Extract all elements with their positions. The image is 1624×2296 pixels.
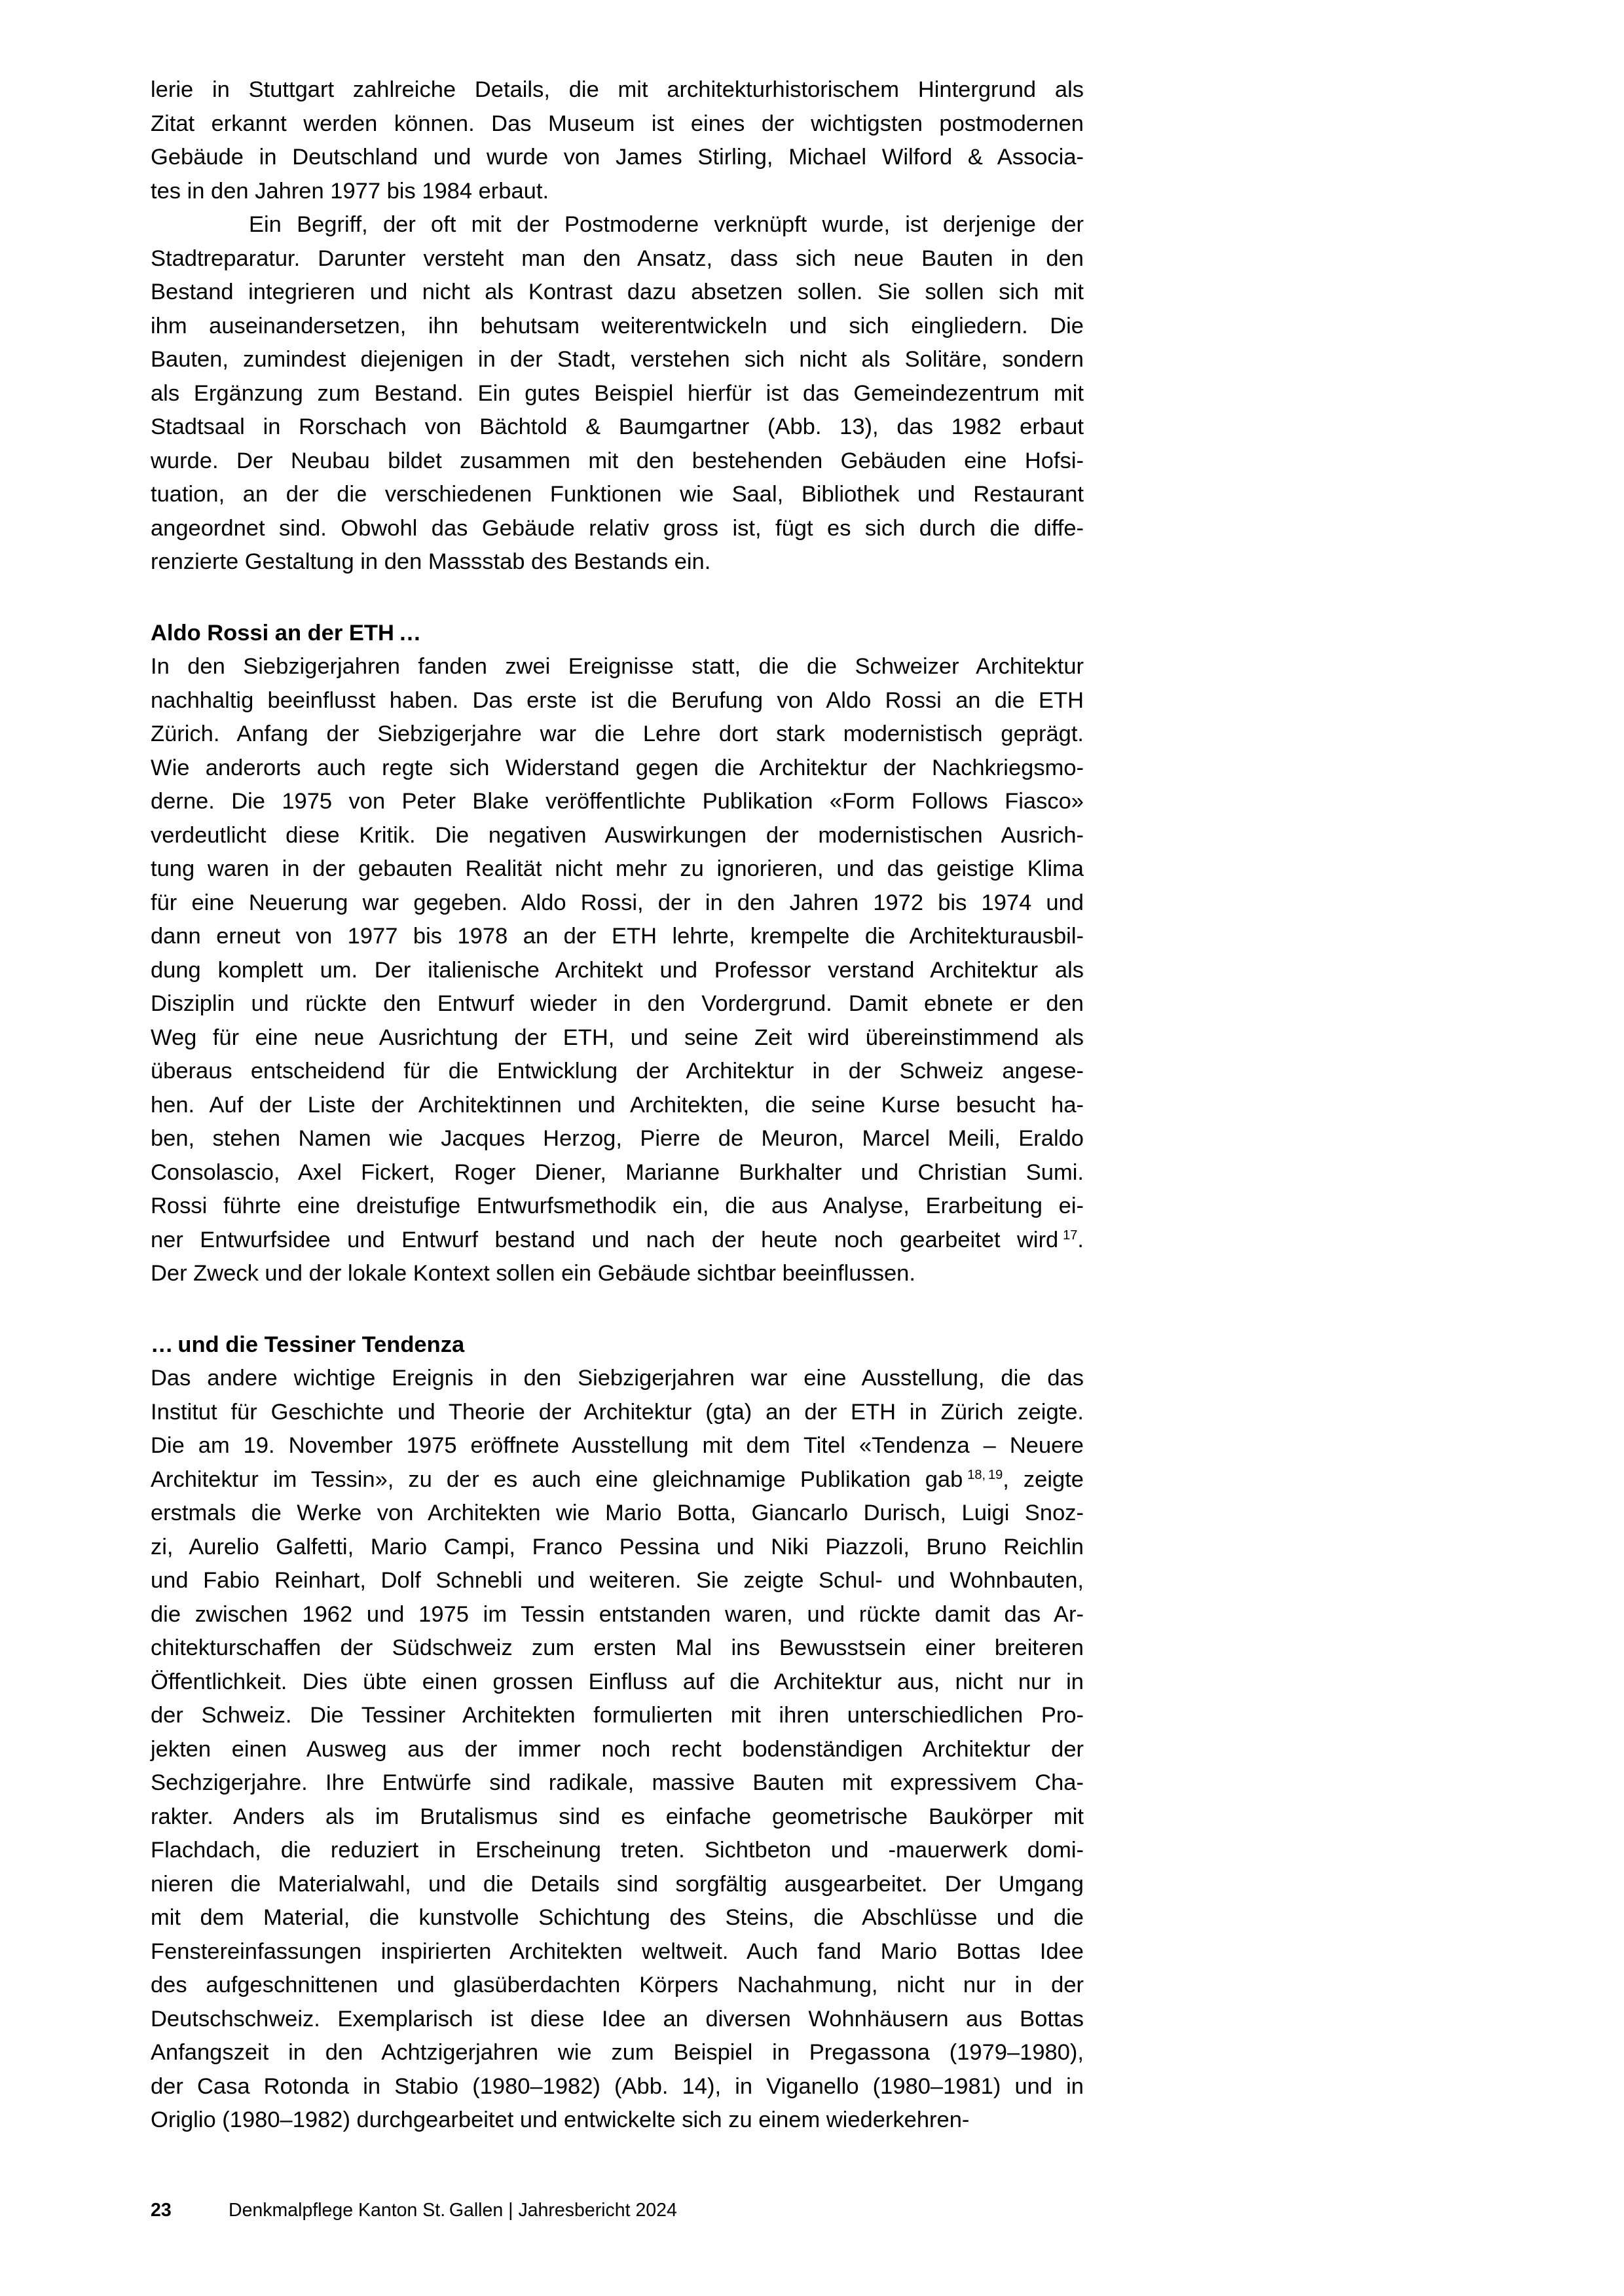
text-line: ihm auseinandersetzen, ihn behutsam weiterentwickeln und sich eingliedern. Die	[151, 313, 1084, 338]
text-line: Wie anderorts auch regte sich Widerstand gegen die Architektur der Nachkriegsmo-	[151, 755, 1084, 780]
text-line: zi, Aurelio Galfetti, Mario Campi, Franco Pessina und Niki Piazzoli, Bruno Reichlin	[151, 1534, 1084, 1559]
text-line: der Schweiz. Die Tessiner Architekten formulierten mit ihren unterschiedlichen Pro-	[151, 1703, 1084, 1728]
text-line: verdeutlicht diese Kritik. Die negativen Auswirkungen der modernistischen Ausrich-	[151, 822, 1084, 848]
text-line: derne. Die 1975 von Peter Blake veröffentlichte Publikation «Form Follows Fiasco»	[151, 789, 1084, 814]
text-line: Stadtreparatur. Darunter versteht man den Ansatz, dass sich neue Bauten in den	[151, 246, 1084, 271]
text-line: Zürich. Anfang der Siebzigerjahre war die Lehre dort stark modernistisch geprägt.	[151, 721, 1084, 746]
page-number: 23	[151, 2200, 172, 2221]
text-line: und Fabio Reinhart, Dolf Schnebli und weiteren. Sie zeigte Schul- und Wohnbauten,	[151, 1568, 1084, 1593]
text-line: Architektur im Tessin», zu der es auch eine gleichnamige Publikation gab $^{18, 19}$, zeigte	[151, 1467, 1084, 1492]
paragraph	[151, 208, 1084, 579]
text-line: Ein Begriff, der oft mit der Postmoderne verknüpft wurde, ist derjenige der	[249, 212, 1084, 237]
text-line: Stadtsaal in Rorschach von Bächtold & Baumgartner (Abb. 13), das 1982 erbaut	[151, 414, 1084, 439]
text-line: Das andere wichtige Ereignis in den Siebzigerjahren war eine Ausstellung, die das	[151, 1366, 1084, 1391]
text-line: rakter. Anders als im Brutalismus sind es einfache geometrische Baukörper mit	[151, 1804, 1084, 1829]
text-line: Öffentlichkeit. Dies übte einen grossen Einfluss auf die Architektur aus, nicht nur in	[151, 1669, 1084, 1694]
text-line: die zwischen 1962 und 1975 im Tessin entstanden waren, und rückte damit das Ar-	[151, 1601, 1084, 1627]
text-line: hen. Auf der Liste der Architektinnen und Architekten, die seine Kurse besucht ha-	[151, 1092, 1084, 1118]
text-line: Deutschschweiz. Exemplarisch ist diese Idee an diversen Wohnhäusern aus Bottas	[151, 2006, 1084, 2032]
text-line: Bauten, zumindest diejenigen in der Stadt, verstehen sich nicht als Solitäre, sondern	[151, 347, 1084, 372]
text-line: Bestand integrieren und nicht als Kontrast dazu absetzen sollen. Sie sollen sich mit	[151, 280, 1084, 304]
text-line: ben, stehen Namen wie Jacques Herzog, Pierre de Meuron, Marcel Meili, Eraldo	[151, 1126, 1084, 1151]
text-line: lerie in Stuttgart zahlreiche Details, die mit architekturhistorischem Hintergrund als	[151, 77, 1084, 102]
text-line: tes in den Jahren 1977 bis 1984 erbaut.	[151, 178, 549, 204]
text-line: dann erneut von 1977 bis 1978 an der ETH lehrte, krempelte die Architekturausbil-	[151, 924, 1084, 949]
text-line: Zitat erkannt werden können. Das Museum ist eines der wichtigsten postmodernen	[151, 111, 1084, 136]
text-line: des aufgeschnittenen und glasüberdachten Körpers Nachahmung, nicht nur in der	[151, 1973, 1084, 1997]
text-line: für eine Neuerung war gegeben. Aldo Rossi, der in den Jahren 1972 bis 1974 und	[151, 890, 1084, 915]
text-line: Disziplin und rückte den Entwurf wieder in den Vordergrund. Damit ebnete er den	[151, 991, 1084, 1016]
footnote-ref: 18, 19	[967, 1467, 1003, 1482]
text-line: wurde. Der Neubau bildet zusammen mit den bestehenden Gebäuden eine Hofsi-	[151, 448, 1084, 473]
paragraph	[151, 1362, 1084, 2138]
text-line: dung komplett um. Der italienische Architekt und Professor verstand Architektur als	[151, 957, 1084, 983]
text-line: Institut für Geschichte und Theorie der Architektur (gta) an der ETH in Zürich zeigte.	[151, 1399, 1084, 1425]
section-heading: … und die Tessiner Tendenza	[151, 1332, 465, 1357]
text-line: In den Siebzigerjahren fanden zwei Ereignisse statt, die die Schweizer Architektur	[151, 654, 1084, 679]
text-column	[151, 73, 1084, 2138]
section-heading: Aldo Rossi an der ETH …	[151, 620, 422, 646]
text-line: nachhaltig beeinflusst haben. Das erste ist die Berufung von Aldo Rossi an die ETH	[151, 687, 1084, 713]
text-line: Origlio (1980–1982) durchgearbeitet und entwickelte sich zu einem wiederkehren-	[151, 2107, 970, 2132]
text-line: jekten einen Ausweg aus der immer noch recht bodenständigen Architektur der	[151, 1736, 1084, 1762]
text-line: chitekturschaffen der Südschweiz zum ersten Mal ins Bewusstsein einer breiteren	[151, 1635, 1084, 1660]
paragraph	[151, 650, 1084, 1291]
text-line: tuation, an der die verschiedenen Funktionen wie Saal, Bibliothek und Restaurant	[151, 482, 1084, 507]
text-line: als Ergänzung zum Bestand. Ein gutes Beispiel hierfür ist das Gemeindezentrum mit	[151, 380, 1084, 406]
paragraph	[151, 73, 1084, 208]
text-line: Flachdach, die reduziert in Erscheinung treten. Sichtbeton und -mauerwerk domi-	[151, 1838, 1084, 1863]
text-line: Weg für eine neue Ausrichtung der ETH, und seine Zeit wird übereinstimmend als	[151, 1025, 1084, 1050]
text-line: erstmals die Werke von Architekten wie Mario Botta, Giancarlo Durisch, Luigi Snoz-	[151, 1501, 1084, 1525]
footnote-ref: 17	[1063, 1228, 1078, 1243]
text-line: angeordnet sind. Obwohl das Gebäude relativ gross ist, fügt es sich durch die diffe-	[151, 515, 1084, 541]
footer-publication-title: Denkmalpflege Kanton St. Gallen | Jahresbericht 2024	[229, 2200, 677, 2221]
text-line: Der Zweck und der lokale Kontext sollen ein Gebäude sichtbar beeinflussen.	[151, 1261, 915, 1286]
text-line: mit dem Material, die kunstvolle Schichtung des Steins, die Abschlüsse und die	[151, 1905, 1084, 1930]
text-line: Fenstereinfassungen inspirierten Architekten weltweit. Auch fand Mario Bottas Idee	[151, 1939, 1084, 1964]
text-line: Die am 19. November 1975 eröffnete Ausstellung mit dem Titel «Tendenza – Neuere	[151, 1433, 1084, 1458]
text-line: nieren die Materialwahl, und die Details sind sorgfältig ausgearbeitet. Der Umgang	[151, 1871, 1084, 1897]
text-line: Gebäude in Deutschland und wurde von James Stirling, Michael Wilford & Associa-	[151, 145, 1084, 170]
text-line: Sechzigerjahre. Ihre Entwürfe sind radikale, massive Bauten mit expressivem Cha-	[151, 1770, 1084, 1795]
page-footer	[151, 2198, 1084, 2225]
text-line: Rossi führte eine dreistufige Entwurfsmethodik ein, die aus Analyse, Erarbeitung ei-	[151, 1194, 1084, 1218]
text-line: Consolascio, Axel Fickert, Roger Diener, Marianne Burkhalter und Christian Sumi.	[151, 1159, 1084, 1185]
text-line: überaus entscheidend für die Entwicklung der Architektur in der Schweiz angese-	[151, 1059, 1084, 1084]
text-line: ner Entwurfsidee und Entwurf bestand und nach der heute noch gearbeitet wird $^{17}$.	[151, 1227, 1084, 1252]
text-line: der Casa Rotonda in Stabio (1980–1982) (Abb. 14), in Viganello (1980–1981) und in	[151, 2073, 1084, 2099]
text-line: tung waren in der gebauten Realität nicht mehr zu ignorieren, und das geistige Klima	[151, 856, 1084, 881]
text-line: renzierte Gestaltung in den Massstab des Bestands ein.	[151, 549, 711, 574]
text-line: Anfangszeit in den Achtzigerjahren wie zum Beispiel in Pregassona (1979–1980),	[151, 2040, 1084, 2065]
